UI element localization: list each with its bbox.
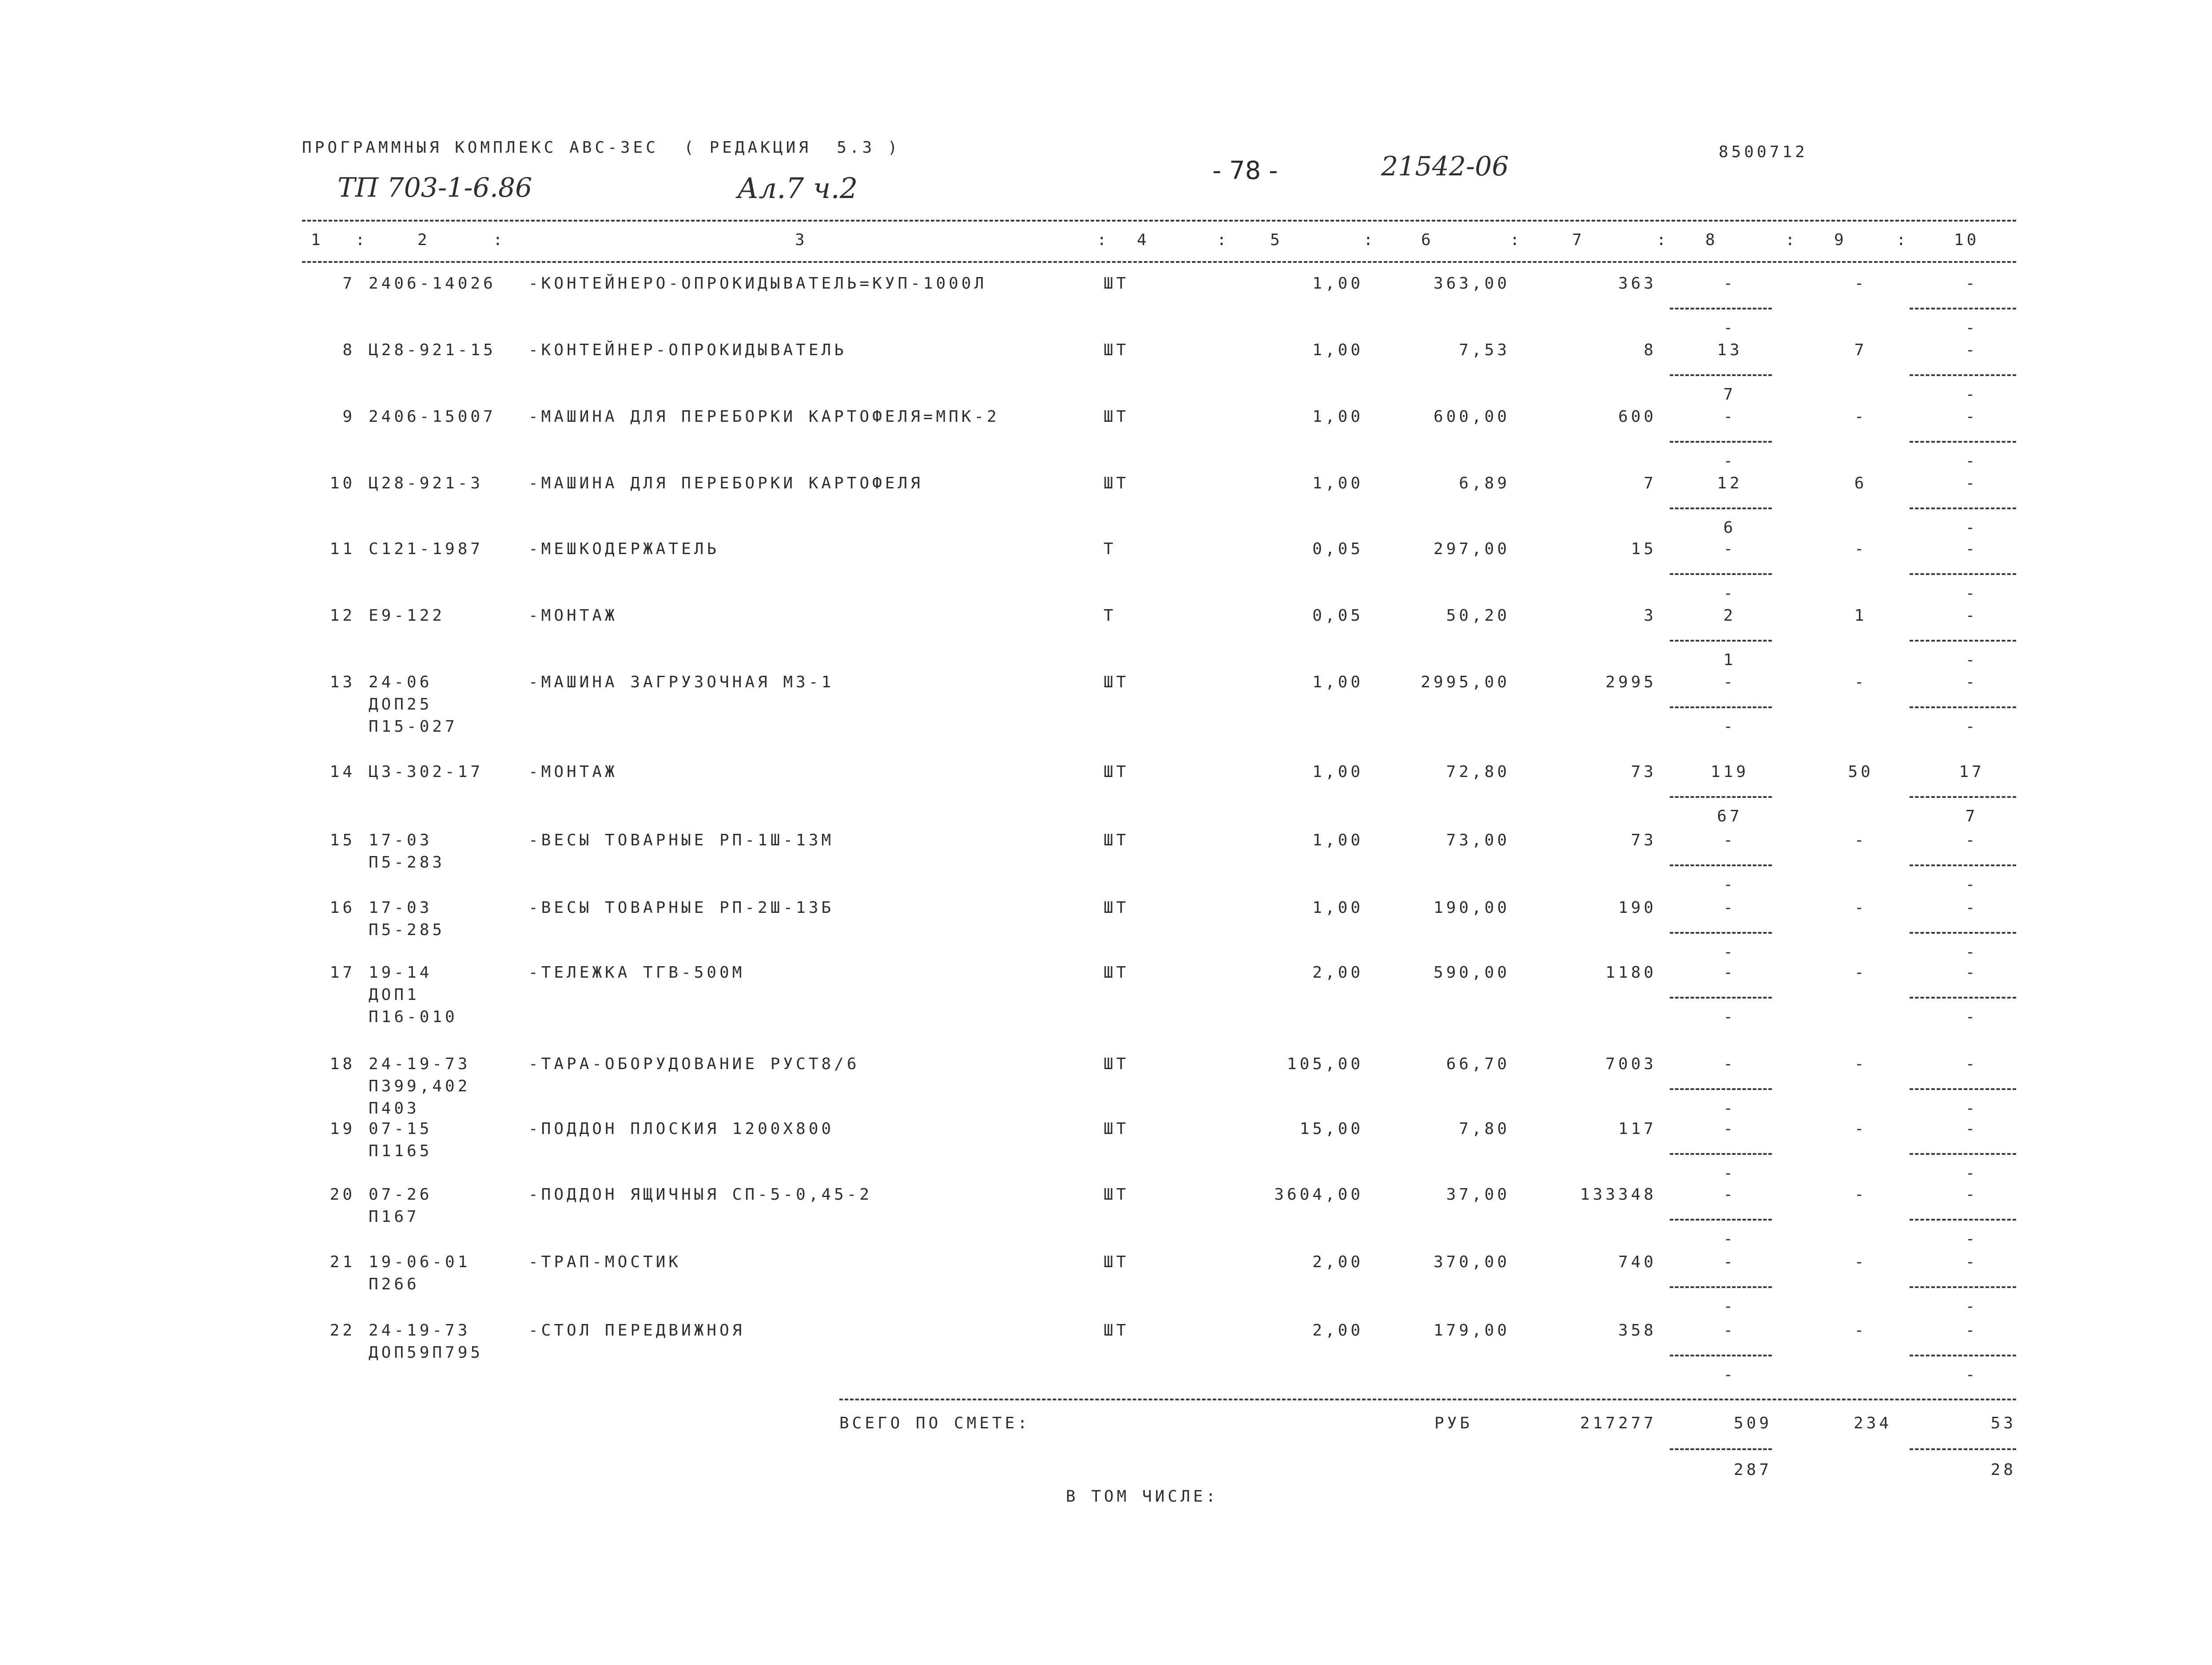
row-col8: - xyxy=(1723,1253,1736,1271)
row-col9: - xyxy=(1854,274,1867,293)
row-col9: 1 xyxy=(1854,607,1867,625)
row-col9: 6 xyxy=(1854,474,1867,492)
row-quantity: 1,00 xyxy=(1312,408,1363,426)
row-col8-dash xyxy=(1670,573,1772,575)
row-col8-sub: - xyxy=(1723,1099,1736,1118)
row-unit: ШТ xyxy=(1104,1185,1129,1204)
row-name: -МОНТАЖ xyxy=(528,607,618,625)
row-col8: - xyxy=(1723,408,1736,426)
row-quantity: 0,05 xyxy=(1312,540,1363,558)
row-code: П5-285 xyxy=(369,921,445,939)
row-col8: - xyxy=(1723,673,1736,691)
column-separator: : xyxy=(493,231,506,249)
row-col10-dash xyxy=(1910,1219,2016,1221)
row-col10-sub: - xyxy=(1965,1230,1978,1248)
row-total: 3 xyxy=(1644,607,1656,625)
row-price: 66,70 xyxy=(1446,1055,1510,1073)
row-code: П399,402 xyxy=(369,1077,471,1095)
row-price: 370,00 xyxy=(1433,1253,1510,1271)
row-quantity: 1,00 xyxy=(1312,274,1363,293)
row-col8-dash xyxy=(1670,706,1772,708)
row-total: 15 xyxy=(1631,540,1656,558)
row-code: П5-283 xyxy=(369,853,445,872)
row-quantity: 0,05 xyxy=(1312,607,1363,625)
row-unit: ШТ xyxy=(1104,1321,1129,1340)
row-unit: ШТ xyxy=(1104,673,1129,691)
row-col10-dash xyxy=(1910,1355,2016,1356)
row-col8: 13 xyxy=(1717,341,1743,359)
row-total: 1180 xyxy=(1605,963,1656,982)
row-col10-sub: - xyxy=(1965,519,1978,537)
row-name: -ВЕСЫ ТОВАРНЫЕ РП-2Ш-13Б xyxy=(528,899,834,917)
row-total: 73 xyxy=(1631,763,1656,781)
row-col10-dash xyxy=(1910,997,2016,999)
row-col8: 2 xyxy=(1723,607,1736,625)
row-col8: - xyxy=(1723,1185,1736,1204)
row-unit: ШТ xyxy=(1104,408,1129,426)
row-quantity: 1,00 xyxy=(1312,899,1363,917)
row-total: 190 xyxy=(1618,899,1656,917)
row-col10-sub: - xyxy=(1965,1297,1978,1316)
row-price: 190,00 xyxy=(1433,899,1510,917)
row-col10: - xyxy=(1965,540,1978,558)
row-code: 07-15 xyxy=(369,1120,433,1138)
row-col10-dash xyxy=(1910,1286,2016,1288)
row-quantity: 3604,00 xyxy=(1274,1185,1363,1204)
row-name: -МЕШКОДЕРЖАТЕЛЬ xyxy=(528,540,720,558)
row-col10: - xyxy=(1965,963,1978,982)
row-col8: 119 xyxy=(1710,763,1749,781)
row-unit: ШТ xyxy=(1104,1120,1129,1138)
row-col9: - xyxy=(1854,1120,1867,1138)
row-code: 19-14 xyxy=(369,963,433,982)
row-col8-dash xyxy=(1670,640,1772,642)
row-name: -МАШИНА ДЛЯ ПЕРЕБОРКИ КАРТОФЕЛЯ=МПК-2 xyxy=(528,408,1000,426)
page-number: - 78 - xyxy=(1212,156,1278,185)
row-code: П16-010 xyxy=(369,1008,458,1026)
row-col9: - xyxy=(1854,831,1867,849)
row-col8-sub: - xyxy=(1723,1008,1736,1026)
column-separator: : xyxy=(1217,231,1230,249)
row-number: 20 xyxy=(330,1185,355,1204)
totals-col8: 509 xyxy=(1733,1414,1772,1432)
row-quantity: 105,00 xyxy=(1287,1055,1363,1073)
row-unit: ШТ xyxy=(1104,763,1129,781)
row-number: 21 xyxy=(330,1253,355,1271)
row-col8-sub: 67 xyxy=(1717,807,1743,825)
row-quantity: 1,00 xyxy=(1312,341,1363,359)
row-number: 10 xyxy=(330,474,355,492)
row-col9: 7 xyxy=(1854,341,1867,359)
row-col10-dash xyxy=(1910,573,2016,575)
row-unit: ШТ xyxy=(1104,963,1129,982)
column-number-5: 5 xyxy=(1270,231,1283,249)
row-code: ДОП1 xyxy=(369,986,420,1004)
row-code: 2406-14026 xyxy=(369,274,496,293)
row-code: С121-1987 xyxy=(369,540,484,558)
row-code: 2406-15007 xyxy=(369,408,496,426)
row-col8-dash xyxy=(1670,1153,1772,1155)
row-col10: - xyxy=(1965,341,1978,359)
row-col10: - xyxy=(1965,899,1978,917)
row-col8-dash xyxy=(1670,796,1772,798)
row-col10-sub: - xyxy=(1965,651,1978,669)
row-price: 600,00 xyxy=(1433,408,1510,426)
row-col9: - xyxy=(1854,540,1867,558)
row-price: 179,00 xyxy=(1433,1321,1510,1340)
row-col8-sub: - xyxy=(1723,1366,1736,1384)
row-code: П1165 xyxy=(369,1142,433,1160)
row-col10-dash xyxy=(1910,706,2016,708)
row-total: 8 xyxy=(1644,341,1656,359)
row-name: -МОНТАЖ xyxy=(528,763,618,781)
row-price: 37,00 xyxy=(1446,1185,1510,1204)
row-col8-dash xyxy=(1670,1286,1772,1288)
row-col8-sub: - xyxy=(1723,452,1736,470)
row-total: 740 xyxy=(1618,1253,1656,1271)
row-quantity: 1,00 xyxy=(1312,831,1363,849)
row-unit: ШТ xyxy=(1104,274,1129,293)
row-col8-dash xyxy=(1670,374,1772,376)
column-number-7: 7 xyxy=(1572,231,1585,249)
row-col10: - xyxy=(1965,1120,1978,1138)
row-col10: - xyxy=(1965,274,1978,293)
row-col8-dash xyxy=(1670,997,1772,999)
totals-rule xyxy=(839,1399,2016,1400)
column-separator: : xyxy=(355,231,368,249)
row-number: 8 xyxy=(342,341,355,359)
row-code: Ц28-921-15 xyxy=(369,341,496,359)
row-name: -КОНТЕЙНЕР-ОПРОКИДЫВАТЕЛЬ xyxy=(528,341,847,359)
row-col8: 12 xyxy=(1717,474,1743,492)
including-label: В ТОМ ЧИСЛЕ: xyxy=(1066,1487,1219,1506)
totals-col9: 234 xyxy=(1853,1414,1892,1432)
row-code: 24-06 xyxy=(369,673,433,691)
row-col10-dash xyxy=(1910,864,2016,866)
row-code: 19-06-01 xyxy=(369,1253,471,1271)
column-separator: : xyxy=(1097,231,1110,249)
column-separator: : xyxy=(1785,231,1798,249)
row-col10-sub: - xyxy=(1965,718,1978,736)
row-total: 117 xyxy=(1618,1120,1656,1138)
row-code: Ц3-302-17 xyxy=(369,763,484,781)
row-col8-dash xyxy=(1670,1355,1772,1356)
row-quantity: 1,00 xyxy=(1312,763,1363,781)
row-col8: - xyxy=(1723,899,1736,917)
row-col9: - xyxy=(1854,963,1867,982)
row-col8-sub: - xyxy=(1723,943,1736,961)
row-col8-sub: - xyxy=(1723,1297,1736,1316)
column-number-10: 10 xyxy=(1954,231,1980,249)
column-separator: : xyxy=(1656,231,1669,249)
row-code: ДОП59П795 xyxy=(369,1344,484,1362)
row-code: Е9-122 xyxy=(369,607,445,625)
row-col10-dash xyxy=(1910,308,2016,309)
row-col8-dash xyxy=(1670,1219,1772,1221)
row-col8-sub: - xyxy=(1723,1164,1736,1182)
row-col8-dash xyxy=(1670,864,1772,866)
column-number-8: 8 xyxy=(1705,231,1718,249)
column-number-4: 4 xyxy=(1137,231,1150,249)
row-total: 7003 xyxy=(1605,1055,1656,1073)
row-col10-sub: - xyxy=(1965,1099,1978,1118)
row-col9: - xyxy=(1854,673,1867,691)
row-number: 12 xyxy=(330,607,355,625)
row-col10: - xyxy=(1965,408,1978,426)
row-unit: ШТ xyxy=(1104,1253,1129,1271)
row-name: -ПОДДОН ПЛОСКИЯ 1200Х800 xyxy=(528,1120,834,1138)
totals-total: 217277 xyxy=(1580,1414,1656,1432)
row-price: 73,00 xyxy=(1446,831,1510,849)
row-col10: - xyxy=(1965,1321,1978,1340)
row-col10-dash xyxy=(1910,441,2016,443)
row-col8-sub: - xyxy=(1723,1230,1736,1248)
row-col9: - xyxy=(1854,408,1867,426)
row-col8-sub: 1 xyxy=(1723,651,1736,669)
row-number: 13 xyxy=(330,673,355,691)
row-code: ДОП25 xyxy=(369,695,433,714)
row-quantity: 1,00 xyxy=(1312,474,1363,492)
row-col8: - xyxy=(1723,963,1736,982)
row-unit: Т xyxy=(1104,540,1116,558)
row-col10-dash xyxy=(1910,932,2016,934)
row-col10-sub: - xyxy=(1965,943,1978,961)
row-number: 15 xyxy=(330,831,355,849)
row-code: П403 xyxy=(369,1099,420,1118)
row-col10-dash xyxy=(1910,640,2016,642)
row-col10-sub: - xyxy=(1965,385,1978,404)
row-unit: ШТ xyxy=(1104,831,1129,849)
row-col8-dash xyxy=(1670,308,1772,309)
row-col10-dash xyxy=(1910,796,2016,798)
reference-number: 21542-06 xyxy=(1381,151,1509,182)
row-total: 600 xyxy=(1618,408,1656,426)
row-price: 6,89 xyxy=(1459,474,1510,492)
column-separator: : xyxy=(1896,231,1909,249)
row-price: 7,80 xyxy=(1459,1120,1510,1138)
row-col8-sub: - xyxy=(1723,584,1736,603)
row-col9: - xyxy=(1854,1321,1867,1340)
row-col8: - xyxy=(1723,1321,1736,1340)
row-col10: 17 xyxy=(1959,763,1985,781)
row-col8-sub: 6 xyxy=(1723,519,1736,537)
column-number-3: 3 xyxy=(795,231,808,249)
row-col10: - xyxy=(1965,1185,1978,1204)
row-price: 7,53 xyxy=(1459,341,1510,359)
row-price: 590,00 xyxy=(1433,963,1510,982)
row-col10: - xyxy=(1965,1055,1978,1073)
row-code: 07-26 xyxy=(369,1185,433,1204)
totals-label: ВСЕГО ПО СМЕТЕ: xyxy=(839,1414,1031,1432)
row-code: 24-19-73 xyxy=(369,1055,471,1073)
row-total: 7 xyxy=(1644,474,1656,492)
row-unit: ШТ xyxy=(1104,341,1129,359)
row-col8: - xyxy=(1723,1055,1736,1073)
row-unit: Т xyxy=(1104,607,1116,625)
row-name: -ТРАП-МОСТИК xyxy=(528,1253,682,1271)
row-unit: ШТ xyxy=(1104,474,1129,492)
row-col10-sub: - xyxy=(1965,319,1978,337)
totals-col8-dash xyxy=(1670,1448,1772,1450)
row-name: -ПОДДОН ЯЩИЧНЫЯ СП-5-0,45-2 xyxy=(528,1185,873,1204)
row-name: -ТАРА-ОБОРУДОВАНИЕ РУСТ8/6 xyxy=(528,1055,860,1073)
row-total: 73 xyxy=(1631,831,1656,849)
totals-col10-dash xyxy=(1910,1448,2016,1450)
row-code: П15-027 xyxy=(369,718,458,736)
row-unit: ШТ xyxy=(1104,1055,1129,1073)
row-unit: ШТ xyxy=(1104,899,1129,917)
row-price: 297,00 xyxy=(1433,540,1510,558)
row-col10-dash xyxy=(1910,507,2016,509)
row-col9: 50 xyxy=(1848,763,1874,781)
row-col9: - xyxy=(1854,899,1867,917)
row-col10-sub: - xyxy=(1965,876,1978,894)
row-col10-dash xyxy=(1910,374,2016,376)
row-col9: - xyxy=(1854,1055,1867,1073)
row-number: 22 xyxy=(330,1321,355,1340)
row-total: 363 xyxy=(1618,274,1656,293)
row-code: Ц28-921-3 xyxy=(369,474,484,492)
row-name: -МАШИНА ДЛЯ ПЕРЕБОРКИ КАРТОФЕЛЯ xyxy=(528,474,923,492)
row-col8-sub: - xyxy=(1723,319,1736,337)
row-name: -ТЕЛЕЖКА ТГВ-500М xyxy=(528,963,745,982)
row-col8-sub: 7 xyxy=(1723,385,1736,404)
row-number: 16 xyxy=(330,899,355,917)
row-col10-sub: 7 xyxy=(1965,807,1978,825)
row-price: 363,00 xyxy=(1433,274,1510,293)
row-col9: - xyxy=(1854,1253,1867,1271)
column-separator: : xyxy=(1510,231,1523,249)
row-name: -СТОЛ ПЕРЕДВИЖНОЯ xyxy=(528,1321,745,1340)
row-name: -КОНТЕЙНЕРО-ОПРОКИДЫВАТЕЛЬ=КУП-1000Л xyxy=(528,274,987,293)
column-number-6: 6 xyxy=(1421,231,1434,249)
row-quantity: 15,00 xyxy=(1299,1120,1363,1138)
row-col10: - xyxy=(1965,474,1978,492)
row-name: -ВЕСЫ ТОВАРНЫЕ РП-1Ш-13М xyxy=(528,831,834,849)
row-total: 358 xyxy=(1618,1321,1656,1340)
column-number-9: 9 xyxy=(1834,231,1847,249)
totals-col10-sub: 28 xyxy=(1990,1461,2016,1479)
row-col8: - xyxy=(1723,540,1736,558)
row-col10: - xyxy=(1965,673,1978,691)
row-code: П167 xyxy=(369,1208,420,1226)
row-col10-sub: - xyxy=(1965,1366,1978,1384)
column-number-2: 2 xyxy=(417,231,430,249)
row-quantity: 2,00 xyxy=(1312,1253,1363,1271)
row-col8: - xyxy=(1723,831,1736,849)
row-code: П266 xyxy=(369,1275,420,1293)
program-title: ПРОГРАММНЫЯ КОМПЛЕКС АВС-3ЕС ( РЕДАКЦИЯ 5.3 ) xyxy=(302,139,901,157)
row-total: 133348 xyxy=(1580,1185,1656,1204)
row-col10: - xyxy=(1965,1253,1978,1271)
row-number: 18 xyxy=(330,1055,355,1073)
row-col8-sub: - xyxy=(1723,876,1736,894)
row-col8-dash xyxy=(1670,441,1772,443)
row-price: 72,80 xyxy=(1446,763,1510,781)
row-name: -МАШИНА ЗАГРУЗОЧНАЯ МЗ-1 xyxy=(528,673,834,691)
header-rule-top xyxy=(302,220,2016,222)
totals-col10: 53 xyxy=(1990,1414,2016,1432)
row-col10-sub: - xyxy=(1965,452,1978,470)
row-quantity: 2,00 xyxy=(1312,1321,1363,1340)
row-col8-dash xyxy=(1670,507,1772,509)
document-number: 8500712 xyxy=(1719,143,1808,161)
row-price: 2995,00 xyxy=(1421,673,1510,691)
row-code: 17-03 xyxy=(369,831,433,849)
row-col8-dash xyxy=(1670,932,1772,934)
row-number: 7 xyxy=(342,274,355,293)
row-number: 9 xyxy=(342,408,355,426)
row-col10: - xyxy=(1965,831,1978,849)
totals-col8-sub: 287 xyxy=(1733,1461,1772,1479)
row-total: 2995 xyxy=(1605,673,1656,691)
row-number: 14 xyxy=(330,763,355,781)
row-quantity: 2,00 xyxy=(1312,963,1363,982)
column-separator: : xyxy=(1363,231,1376,249)
row-col10-dash xyxy=(1910,1088,2016,1090)
row-col10: - xyxy=(1965,607,1978,625)
row-col10-dash xyxy=(1910,1153,2016,1155)
row-number: 11 xyxy=(330,540,355,558)
header-rule-bottom xyxy=(302,261,2016,263)
totals-currency: РУБ xyxy=(1434,1414,1473,1432)
row-col8: - xyxy=(1723,274,1736,293)
project-code: ТП 703-1-6.86 xyxy=(338,172,532,203)
row-col8-sub: - xyxy=(1723,718,1736,736)
row-col10-sub: - xyxy=(1965,584,1978,603)
row-number: 19 xyxy=(330,1120,355,1138)
row-col10-sub: - xyxy=(1965,1008,1978,1026)
row-quantity: 1,00 xyxy=(1312,673,1363,691)
row-price: 50,20 xyxy=(1446,607,1510,625)
album-label: Ал.7 ч.2 xyxy=(737,172,858,205)
row-code: 17-03 xyxy=(369,899,433,917)
row-col9: - xyxy=(1854,1185,1867,1204)
column-number-1: 1 xyxy=(311,231,324,249)
row-col8: - xyxy=(1723,1120,1736,1138)
row-col10-sub: - xyxy=(1965,1164,1978,1182)
row-code: 24-19-73 xyxy=(369,1321,471,1340)
row-number: 17 xyxy=(330,963,355,982)
row-col8-dash xyxy=(1670,1088,1772,1090)
